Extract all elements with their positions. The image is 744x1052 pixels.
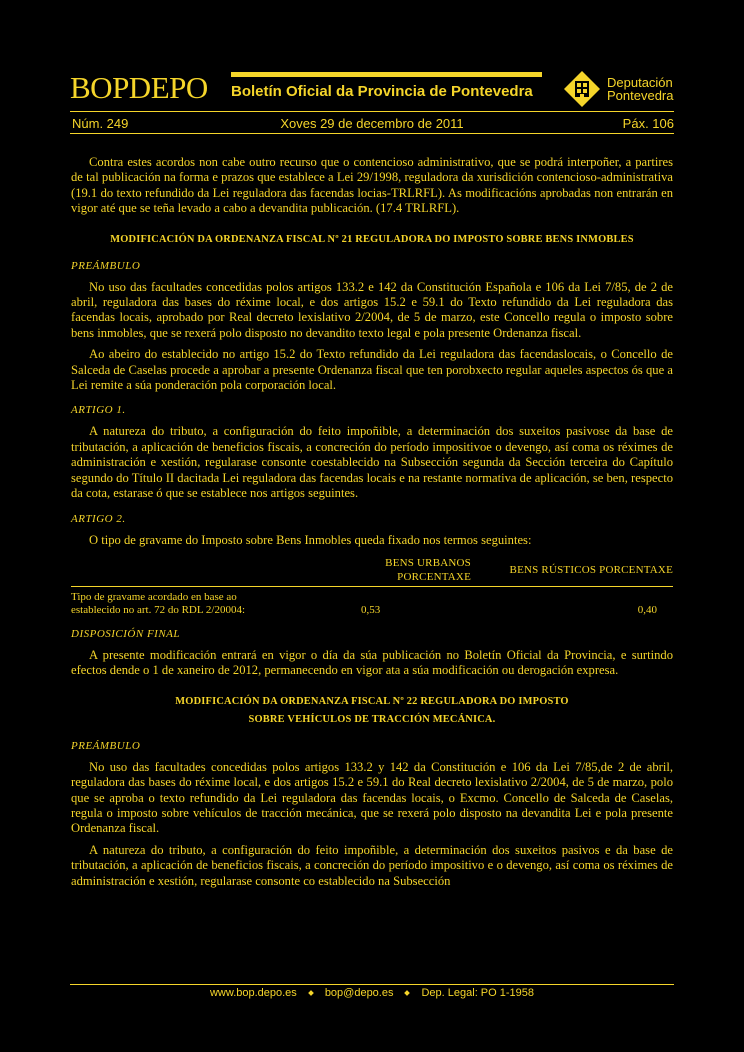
- ord22-preamble-p1: No uso das facultades concedidas polos artigos 133.2 y 142 da Constitución e 106 da Lei 7/85,de 2 de abril, reguladora das bases do réxime local, e dos artigos 15.2 e 59.1 do Real decreto lexislativo 2/2004, de 5 de marzo, polo que se aproba o texto refundido da Lei reguladora das facendas locais, o Excmo. Concello de Salceda de Caselas, regula o imposto sobre vehículos de tracción mecánica, que se rexerá polo disposto na devandita Lei e pola presente Ordenanza fiscal.: [71, 759, 673, 836]
- col-rustic-header: BENS RÚSTICOS PORCENTAXE: [471, 556, 673, 587]
- ord21-title: MODIFICACIÓN DA ORDENANZA FISCAL Nº 21 REGULADORA DO IMPOSTO SOBRE BENS INMOBLES: [110, 233, 634, 245]
- ord21-preamble-p2: Ao abeiro do establecido no artigo 15.2 do Texto refundido da Lei reguladora das facendaslocais, o Concello de Salceda de Caselas procede a aprobar a presente Ordenanza fiscal que ten porobxecto regular aqueles aspectos ós que a Lei remite a súa ponderación pola corporación local.: [71, 347, 673, 393]
- header-rule-top: [70, 111, 674, 112]
- ord22-title-line-1: MODIFICACIÓN DA ORDENANZA FISCAL Nº 22 REGULADORA DO IMPOSTO: [175, 695, 569, 707]
- col-urban-header: BENS URBANOS PORCENTAXE: [371, 556, 471, 587]
- bulletin-title: Boletín Oficial da Provincia de Pontevedra: [231, 83, 533, 100]
- document-body: [71, 155, 673, 889]
- ord21-art2-label: ARTIGO 2.: [71, 512, 126, 525]
- rustic-rate-value: 0,40: [637, 603, 657, 616]
- footer-email-link[interactable]: bop@depo.es: [324, 987, 394, 999]
- ord21-art2-text: O tipo de gravame do Imposto sobre Bens Inmobles queda fixado nos termos seguintes:: [89, 532, 532, 547]
- org-name: [607, 76, 674, 102]
- ord21-art1-text: A natureza do tributo, a configuración do feito impoñible, a determinación dos suxeitos pasivose da base de tributación, a aplicación de beneficios fiscais, a concreción do período impositivoe o devengo, así coma os réximes de administración e xestión, regularase consonte coestablecido na Subsección segunda da Sección terceira do Capítulo segundo do Título II dacitada Lei reguladora das facendas locais e na restante normativa de aplicación, se ben, respecto da cota, estarase ó que se establece nos artigos seguintes.: [71, 424, 673, 501]
- row-label-2: establecido no art. 72 do RDL 2/20004:: [71, 603, 246, 616]
- intro-paragraph: Contra estes acordos non cabe outro recurso que o contencioso administrativo, que se podrá interpoñer, a partires de tal publicación na forma e prazos que establece a Lei 29/1998, reguladora da xurisdición contencioso-administrativa (19.1 do texto refundido da Lei reguladora das facendas locias-TRLRFL). As modificacións aprobadas non entrarán en vigor até que se teña levado a cabo a devandita publicación. (17.4 TRLRFL).: [71, 155, 673, 216]
- org-line-1: Deputación: [607, 75, 673, 90]
- table-header-row: [71, 556, 673, 587]
- header-rule-bottom: [70, 133, 674, 134]
- deputacion-emblem-icon: [563, 70, 601, 108]
- footer: [70, 986, 674, 1000]
- footer-legal-deposit: Dep. Legal: PO 1-1958: [421, 987, 535, 999]
- ord22-preamble-label: PREÁMBULO: [71, 739, 141, 752]
- diamond-separator-icon: [405, 990, 411, 996]
- page-number: Páx. 106: [622, 116, 674, 131]
- diamond-separator-icon: [308, 990, 314, 996]
- footer-rule: [70, 984, 674, 985]
- bop-logo[interactable]: BOPDEPO: [70, 70, 208, 105]
- header-bar: [231, 72, 542, 77]
- ord21-art1-label: ARTIGO 1.: [71, 404, 126, 417]
- ord21-preamble-label: PREÁMBULO: [71, 259, 141, 272]
- ord22-title-line-2: SOBRE VEHÍCULOS DE TRACCIÓN MECÁNICA.: [248, 713, 496, 725]
- urban-rate-value: 0,53: [361, 603, 381, 616]
- ord21-final-text: A presente modificación entrará en vigor o día da súa publicación no Boletín Oficial da Provincia, e surtindo efectos dende o 1 de xaneiro de 2012, permanecendo en vigor ata a súa modificación ou derogación expresa.: [71, 647, 673, 678]
- table-row: [71, 586, 673, 617]
- ord21-final-label: DISPOSICIÓN FINAL: [71, 627, 181, 640]
- issue-number: Núm. 249: [72, 116, 129, 131]
- row-label-1: Tipo de gravame acordado en base ao: [71, 590, 237, 603]
- ord22-preamble-p2: A natureza do tributo, a configuración do feito impoñible, a determinación dos suxeitos pasivos e da base de tributación, a aplicación de beneficios fiscais, a concreción do período impositivo e o devengo, así coma os réximes de administración e xestión, regularase consonte co establecido na Subsección: [71, 842, 673, 888]
- footer-website-link[interactable]: www.bop.depo.es: [209, 987, 297, 999]
- ord21-preamble-p1: No uso das facultades concedidas polos artigos 133.2 e 142 da Constitución Española e 106 da Lei 7/85, de 2 de abril, reguladora das bases do réxime local, e dos artigos 15.2 e 59.1 do Texto refundido da Lei reguladora das facendas locais, aprobado por Real decreto lexislativo 2/2004, de 5 de marzo, este Concello regula o imposto sobre bens inmobles, que se rexerá polo disposto no devandito texto legal e pola presente Ordenanza fiscal.: [71, 279, 673, 340]
- tax-rate-table: [71, 556, 673, 617]
- org-line-2: Pontevedra: [607, 88, 674, 103]
- issue-date: Xoves 29 de decembro de 2011: [280, 116, 464, 131]
